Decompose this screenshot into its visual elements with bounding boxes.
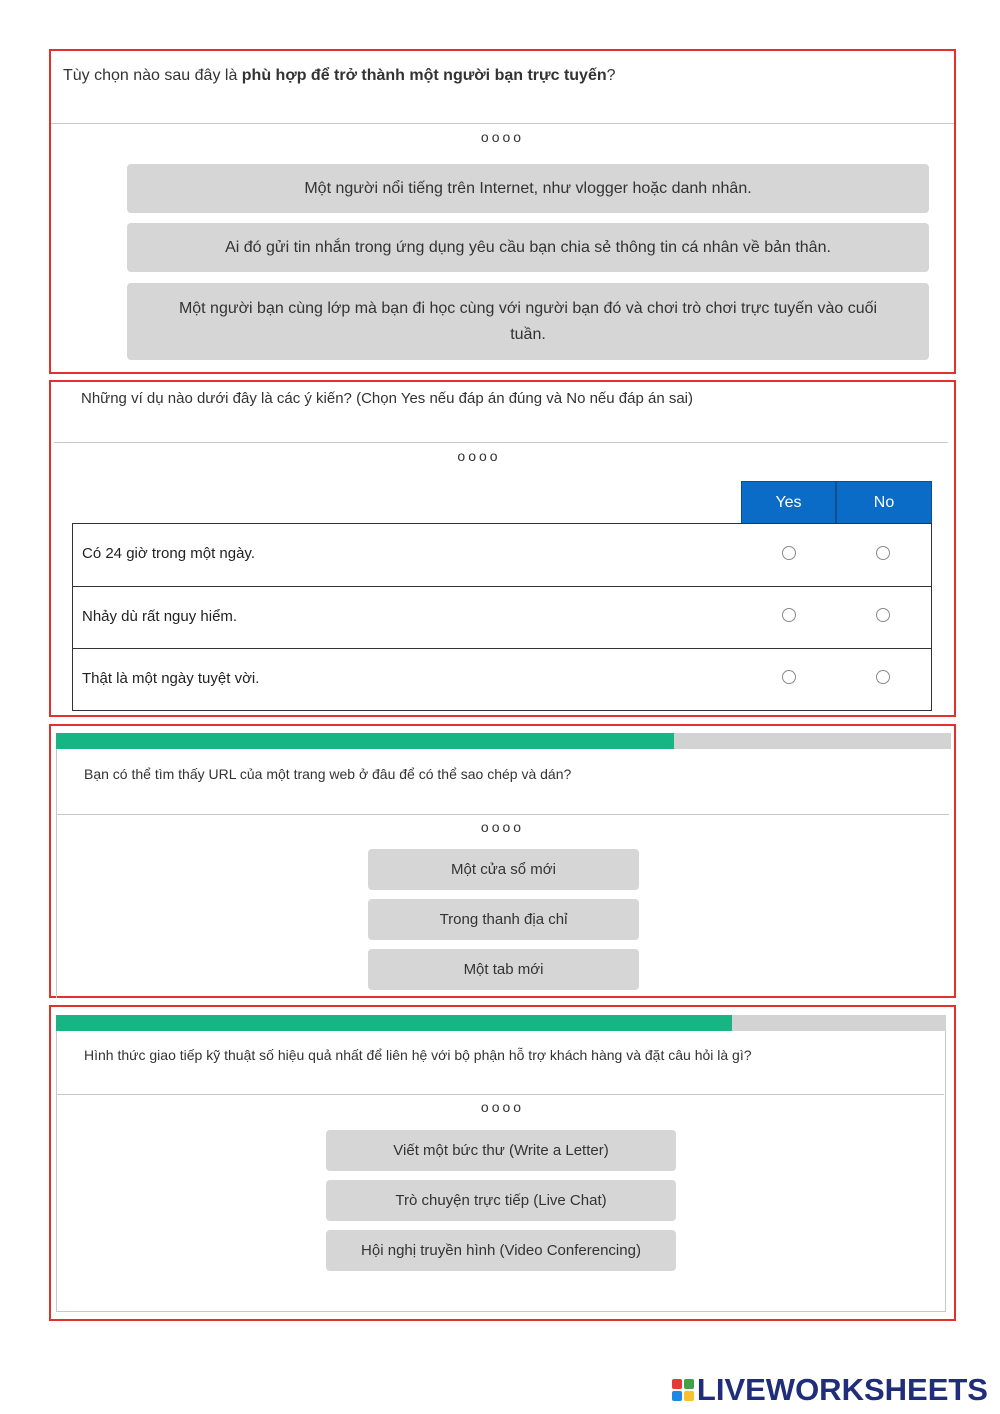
q1-option-1[interactable]: Một người nổi tiếng trên Internet, như vlogger hoặc danh nhân. xyxy=(127,164,929,213)
q3-option-3[interactable]: Một tab mới xyxy=(368,949,639,990)
logo-square-icon xyxy=(672,1379,682,1389)
q1-option-2[interactable]: Ai đó gửi tin nhắn trong ứng dụng yêu cầu bạn chia sẻ thông tin cá nhân về bản thân. xyxy=(127,223,929,272)
radio-no[interactable] xyxy=(876,670,890,684)
logo-grid-icon xyxy=(672,1379,694,1401)
row-statement: Có 24 giờ trong một ngày. xyxy=(82,545,255,562)
column-header-yes: Yes xyxy=(741,481,836,524)
radio-yes[interactable] xyxy=(782,670,796,684)
table-row xyxy=(72,648,932,711)
question-1-pagination-dots: oooo xyxy=(480,129,525,145)
question-2-pagination-dots: oooo xyxy=(457,448,501,464)
q1-option-3[interactable]: Một người bạn cùng lớp mà bạn đi học cùng với người bạn đó và chơi trò chơi trực tuyến vào cuối tuần. xyxy=(127,283,929,360)
question-2-text: Những ví dụ nào dưới đây là các ý kiến? (Chọn Yes nếu đáp án đúng và No nếu đáp án sai) xyxy=(81,390,693,407)
q4-option-1[interactable]: Viết một bức thư (Write a Letter) xyxy=(326,1130,676,1171)
row-statement: Thật là một ngày tuyệt vời. xyxy=(82,670,260,687)
question-3-left-border xyxy=(56,749,57,998)
logo-square-icon xyxy=(684,1391,694,1401)
question-2-divider xyxy=(54,442,948,443)
q4-option-3[interactable]: Hội nghị truyền hình (Video Conferencing) xyxy=(326,1230,676,1271)
question-1-box xyxy=(49,49,956,374)
q4-option-2[interactable]: Trò chuyện trực tiếp (Live Chat) xyxy=(326,1180,676,1221)
progress-fill xyxy=(56,733,674,749)
question-4-inner-frame xyxy=(56,1031,946,1312)
question-3-text: Bạn có thể tìm thấy URL của một trang web ở đâu để có thể sao chép và dán? xyxy=(84,766,572,782)
question-4-pagination-dots: oooo xyxy=(480,1099,525,1115)
brand-name: LIVEWORKSHEETS xyxy=(696,1372,988,1407)
question-4-box xyxy=(49,1005,956,1321)
row-statement: Nhảy dù rất nguy hiểm. xyxy=(82,608,238,625)
question-2-box xyxy=(49,380,956,717)
progress-fill xyxy=(56,1015,732,1031)
radio-yes[interactable] xyxy=(782,546,796,560)
radio-no[interactable] xyxy=(876,546,890,560)
progress-bar xyxy=(56,733,951,749)
question-1-text: Tùy chọn nào sau đây là phù hợp để trở thành một người bạn trực tuyến? xyxy=(63,67,616,84)
q3-option-2[interactable]: Trong thanh địa chỉ xyxy=(368,899,639,940)
table-row xyxy=(72,586,932,649)
progress-bar xyxy=(56,1015,946,1031)
radio-no[interactable] xyxy=(876,608,890,622)
question-3-box xyxy=(49,724,956,998)
column-header-no: No xyxy=(836,481,932,524)
q3-option-1[interactable]: Một cửa sổ mới xyxy=(368,849,639,890)
radio-yes[interactable] xyxy=(782,608,796,622)
table-row xyxy=(72,523,932,587)
question-3-pagination-dots: oooo xyxy=(480,819,525,835)
question-3-divider xyxy=(56,814,949,815)
question-4-text: Hình thức giao tiếp kỹ thuật số hiệu quả nhất để liên hệ với bộ phận hỗ trợ khách hàng và đặt câu hỏi là gì? xyxy=(84,1047,752,1063)
liveworksheets-logo xyxy=(672,1372,988,1408)
logo-square-icon xyxy=(684,1379,694,1389)
question-1-divider xyxy=(51,123,954,124)
logo-square-icon xyxy=(672,1391,682,1401)
